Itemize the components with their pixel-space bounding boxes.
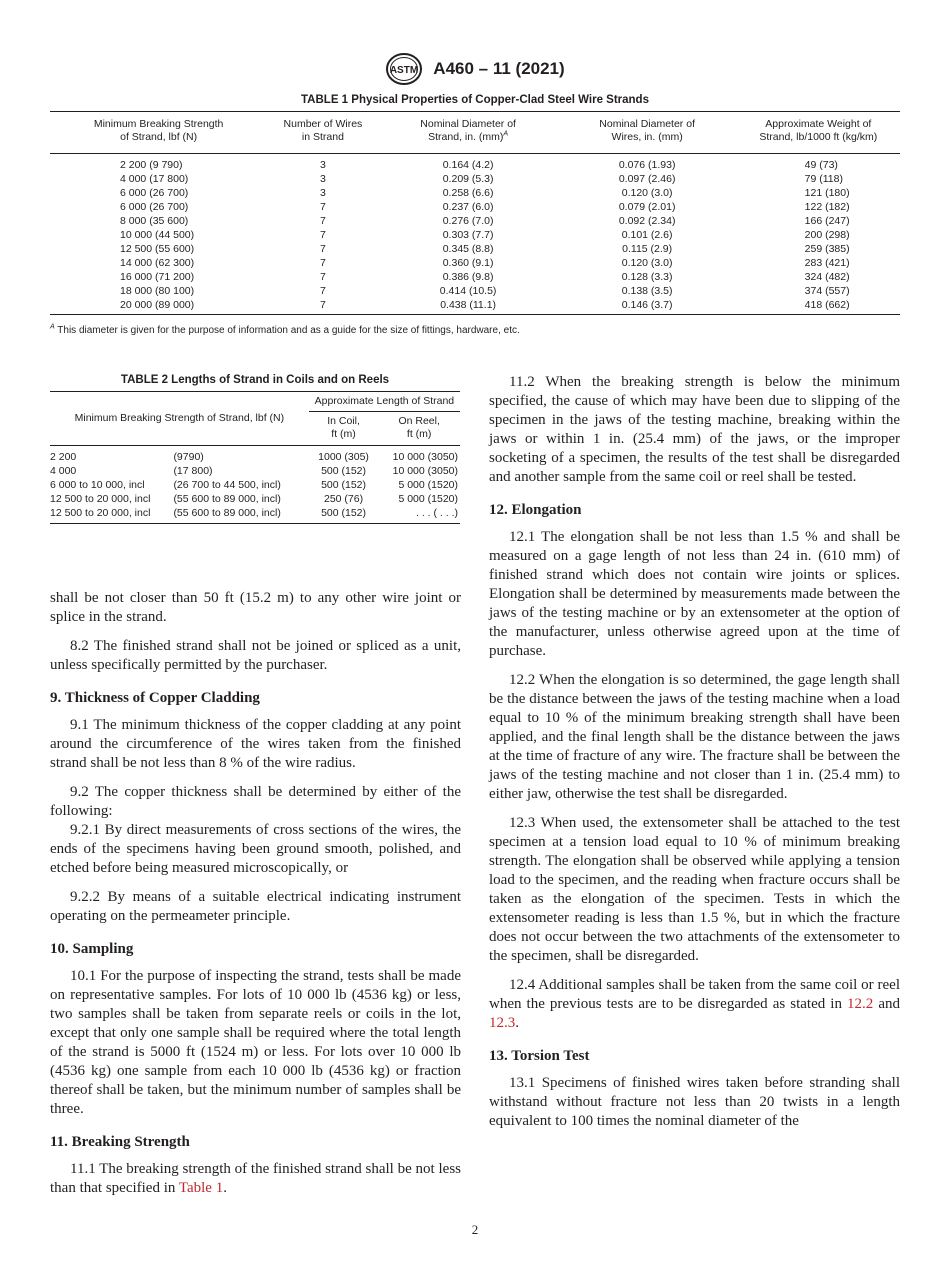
table2-cell-lbf: 6 000 to 10 000, incl [50,479,145,491]
table1-cell-weight: 200 (298) [804,229,850,241]
table1-cell-weight: 49 (73) [804,159,838,171]
table1-cell-weight: 259 (385) [804,243,850,255]
paragraph-12-3: 12.3 When used, the extensometer shall be attached to the test specimen at a tension load equal to 10 % of minimum breaking strength. The elongation shall be observed while applying a tension load to the specimen, and the reading when fracture occurs shall be taken as the elongation of the specimen. Tests in which the extensometer reading is less than 1.5 %, but in which the fracture does not occur between the two attachments of the extensometer to the specimen, shall be disregarded. [489,815,900,964]
left-column [50,589,461,1208]
table1-cell-strand-dia: 0.276 (7.0) [442,215,494,227]
table1-cell-strength: 14 000 (62 300) [120,257,195,269]
table2-cell-coil: 250 (76) [323,493,364,505]
table1-header-wires: Number of Wires in Strand [267,112,378,154]
table-row [50,256,900,270]
table1-cell-wires: 7 [320,201,326,213]
astm-logo-icon [385,52,423,86]
table1-cell-strength: 16 000 (71 200) [120,271,195,283]
table1-cell-weight: 122 (182) [804,201,850,213]
table1-cell-wire-dia: 0.115 (2.9) [622,243,673,255]
table-row [50,492,460,506]
paragraph-9-2-2: 9.2.2 By means of a suitable electrical indicating instrument operating on the permeameter principle. [50,889,461,924]
table-row [50,228,900,242]
section-heading-11: 11. Breaking Strength [50,1134,190,1150]
table1-cell-wires: 7 [320,271,326,283]
table1-cell-strand-dia: 0.360 (9.1) [442,257,494,269]
table-row [50,186,900,200]
paragraph-9-2-1: 9.2.1 By direct measurements of cross sections of the wires, the ends of the specimens having been ground smooth, polished, and etched before being measured microscopically, or [50,822,461,876]
section-heading-9: 9. Thickness of Copper Cladding [50,690,260,706]
table-row [50,298,900,315]
table2-body [50,446,460,524]
table1-cell-strand-dia: 0.438 (11.1) [379,298,558,315]
table1-title: TABLE 1 Physical Properties of Copper-Clad Steel Wire Strands [301,94,649,106]
table1-cell-wires: 3 [320,187,326,199]
table-row [50,172,900,186]
table1-cell-strength: 8 000 (35 600) [120,215,189,227]
document-id: A460 – 11 (2021) [433,59,565,78]
paragraph-11-1: 11.1 The breaking strength of the finished strand shall be not less than that specified in Table 1. [50,1161,461,1196]
table-row [50,154,900,173]
section-12-3-link[interactable]: 12.3 [489,1015,516,1031]
table2-cell-lbf: 2 200 [50,451,77,463]
table2-cell-n: (9790) [173,451,204,463]
table1-cell-strand-dia: 0.386 (9.8) [442,271,494,283]
paragraph-13-1: 13.1 Specimens of finished wires taken before stranding shall withstand without fracture not less than 20 twists in a length equivalent to 100 times the nominal diameter of the [489,1075,900,1129]
table-row [50,200,900,214]
table1-cell-wires: 7 [320,257,326,269]
table2-cell-n: (55 600 to 89 000, incl) [173,506,308,524]
paragraph-9-2: 9.2 The copper thickness shall be determined by either of the following: [50,784,461,819]
table1-cell-strand-dia: 0.345 (8.8) [442,243,494,255]
table2-cell-reel: . . . ( . . .) [378,506,460,524]
table1-cell-weight: 79 (118) [804,173,843,185]
table2-cell-reel: 10 000 (3050) [392,451,458,463]
table1-cell-strand-dia: 0.164 (4.2) [442,159,494,171]
table1-cell-strength: 20 000 (89 000) [50,298,267,315]
table2-cell-lbf: 4 000 [50,465,77,477]
table1-cell-weight: 418 (662) [737,298,900,315]
table1-cell-weight: 283 (421) [804,257,850,269]
table1-cell-wire-dia: 0.097 (2.46) [618,173,676,185]
table1-cell-weight: 374 (557) [804,285,850,297]
section-heading-10: 10. Sampling [50,941,134,957]
table1-cell-wires: 3 [320,159,326,171]
table1-cell-wire-dia: 0.092 (2.34) [618,215,676,227]
table2-cell-n: (55 600 to 89 000, incl) [173,493,281,505]
table1-cell-strength: 10 000 (44 500) [120,229,195,241]
table-row [50,464,460,478]
table1-header-strand-diameter: Nominal Diameter of Strand, in. (mm)$^A$ [379,112,558,154]
table-row [50,284,900,298]
table1-cell-wire-dia: 0.128 (3.3) [621,271,673,283]
page-header [0,52,950,86]
table2-cell-coil: 500 (152) [321,465,367,477]
table1-cell-wires: 7 [320,229,326,241]
table1-cell-wires: 3 [320,173,326,185]
table1-cell-weight: 121 (180) [804,187,850,199]
table1-link[interactable]: Table 1 [178,1180,224,1196]
table1-cell-wires: 7 [320,215,326,227]
table2-cell-reel: 10 000 (3050) [392,465,458,477]
table1-cell-wire-dia: 0.101 (2.6) [621,229,673,241]
table-row [50,446,460,465]
paragraph-12-2: 12.2 When the elongation is so determined, the gage length shall be the distance between the jaws of the testing machine when a load equal to 10 % of the minimum breaking strength shall have been applied, and the final length shall be the distance between the jaws at the time of fracture of any wire. The fracture shall be between the jaws of the testing machine and not closer than 1 in. (25.4 mm) to either jaw, otherwise the test shall be disregarded. [489,672,900,802]
table1-cell-wires: 7 [320,243,326,255]
table-row [50,506,460,524]
table2-cell-reel: 5 000 (1520) [398,493,458,505]
paragraph-9-1: 9.1 The minimum thickness of the copper cladding at any point around the circumference of the wires taken from the finished strand shall be not less than 8 % of the wire radius. [50,717,461,771]
table1-cell-strand-dia: 0.258 (6.6) [442,187,494,199]
table2-title: TABLE 2 Lengths of Strand in Coils and on Reels [120,374,390,386]
logo-text: ASTM [390,65,419,76]
table2-header-reel: On Reel, ft (m) [378,412,460,446]
table2-cell-lbf: 12 500 to 20 000, incl [50,493,151,505]
table2-header-min-strength: Minimum Breaking Strength of Strand, lbf (N) [50,392,309,446]
table2-cell-n: (17 800) [173,465,213,477]
table1-cell-wire-dia: 0.076 (1.93) [618,159,676,171]
table1-cell-strength: 12 500 (55 600) [120,243,195,255]
table1-body [50,154,900,315]
paragraph-12-1: 12.1 The elongation shall be not less than 1.5 % and shall be measured on a gage length of not less than 24 in. (610 mm) of finished strand which does not contain wire joints or splices. Elongation shall be determined by measurements made between the jaws of the testing machine or by an extensometer at the option of the manufacturer, unless otherwise agreed upon at the time of purchase. [489,529,900,659]
section-heading-12: 12. Elongation [489,502,582,518]
table-row [50,242,900,256]
table1-header-weight: Approximate Weight of Strand, lb/1000 ft (kg/km) [737,112,900,154]
table2-cell-reel: 5 000 (1520) [398,479,458,491]
table1-cell-wires: 7 [267,298,378,315]
table1-cell-weight: 166 (247) [804,215,850,227]
table1-footnote: $^A$ This diameter is given for the purpose of information and as a guide for the size of fittings, hardware, etc. [50,323,520,336]
table1-cell-strand-dia: 0.237 (6.0) [442,201,494,213]
section-heading-13: 13. Torsion Test [489,1048,590,1064]
table1-cell-strand-dia: 0.414 (10.5) [439,285,497,297]
table1-cell-strength: 6 000 (26 700) [120,187,189,199]
table1-cell-wire-dia: 0.079 (2.01) [618,201,676,213]
page-number: 2 [471,1222,479,1237]
table2-header-approx-length: Approximate Length of Strand [309,392,460,412]
table1-header-wire-diameter: Nominal Diameter of Wires, in. (mm) [558,112,737,154]
table2-header-coil: In Coil, ft (m) [309,412,379,446]
table2-cell-lbf: 12 500 to 20 000, incl [50,506,173,524]
table1-cell-wire-dia: 0.146 (3.7) [558,298,737,315]
table1-cell-wires: 7 [320,285,326,297]
table2-cell-n: (26 700 to 44 500, incl) [173,479,281,491]
table-row [50,270,900,284]
table1-cell-wire-dia: 0.120 (3.0) [621,257,673,269]
paragraph-10-1: 10.1 For the purpose of inspecting the strand, tests shall be made on representative samples. For lots of 10 000 lb (4536 kg) or less, two samples shall be taken from separate reels or coils in the lot, except that only one sample shall be required where the total length of the strand is 5000 ft (1524 m) or less. For lots over 10 000 lb (4536 kg) one sample from each 10 000 lb (4536 kg) or fraction thereof shall be taken, but the minimum number of samples shall be three. [50,968,461,1117]
paragraph-8-1-continued: shall be not closer than 50 ft (15.2 m) to any other wire joint or splice in the strand. [50,590,461,625]
table1-cell-weight: 324 (482) [804,271,850,283]
table1-cell-strength: 4 000 (17 800) [120,173,189,185]
table1-cell-wire-dia: 0.138 (3.5) [621,285,673,297]
table2-cell-coil: 500 (152) [309,506,379,524]
paragraph-12-4: 12.4 Additional samples shall be taken from the same coil or reel when the previous tests are to be disregarded as stated in 12.2 and 12.3. [489,977,900,1031]
table2 [50,391,460,524]
table1-cell-strength: 6 000 (26 700) [120,201,189,213]
table1 [50,111,900,315]
table1-cell-strength: 2 200 (9 790) [120,159,183,171]
table1-cell-strand-dia: 0.303 (7.7) [442,229,494,241]
table1-cell-wire-dia: 0.120 (3.0) [621,187,673,199]
table2-cell-coil: 1000 (305) [318,451,369,463]
right-column [489,373,900,1141]
paragraph-11-2: 11.2 When the breaking strength is below the minimum specified, the cause of which may have been due to slipping of the specimen in the jaws of the testing machine, breaking within the jaws or within 1 in. (25.4 mm) of the jaws, or the improper socketing of a specimen, the results of the test shall be disregarded and another sample from the same coil or reel shall be tested. [489,374,900,485]
paragraph-8-2: 8.2 The finished strand shall not be joined or spliced as a unit, unless specifically permitted by the purchaser. [50,638,461,673]
table1-cell-strand-dia: 0.209 (5.3) [442,173,494,185]
table-row [50,214,900,228]
table-row [50,478,460,492]
table1-header-strength: Minimum Breaking Strength of Strand, lbf (N) [50,112,267,154]
table2-cell-coil: 500 (152) [321,479,367,491]
table1-header-row [50,112,900,154]
table1-cell-strength: 18 000 (80 100) [120,285,195,297]
section-12-2-link[interactable]: 12.2 [847,996,874,1012]
